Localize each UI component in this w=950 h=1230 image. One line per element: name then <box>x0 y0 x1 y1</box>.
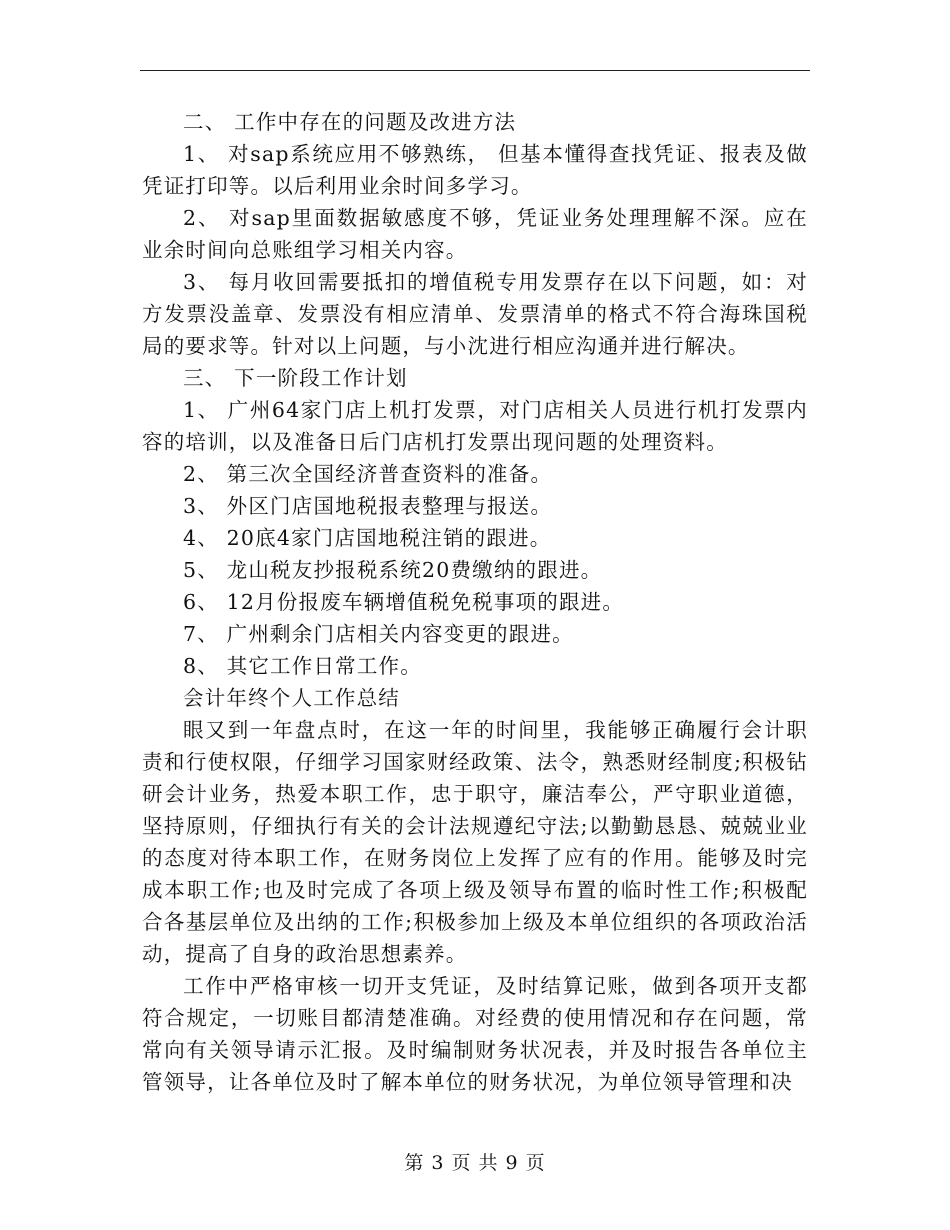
header-rule <box>140 70 810 71</box>
section-heading-problems: 二、 工作中存在的问题及改进方法 <box>183 110 517 134</box>
paragraph: 1、 对sap系统应用不够熟练， 但基本懂得查找凭证、报表及做凭证打印等。以后利用业余时间多学习。 <box>142 142 808 198</box>
list-item: 5、 龙山税友抄报税系统20费缴纳的跟进。 <box>183 558 603 582</box>
list-item: 4、 20底4家门店国地税注销的跟进。 <box>183 526 552 550</box>
paragraph: 眼又到一年盘点时，在这一年的时间里，我能够正确履行会计职责和行使权限，仔细学习国家财经政策、法令，熟悉财经制度;积极钻研会计业务，热爱本职工作，忠于职守，廉洁奉公，严守职业道德，坚持原则，仔细执行有关的会计法规遵纪守法;以勤勤恳恳、兢兢业业的态度对待本职工作，在财务岗位上发挥了应有的作用。能够及时完成本职工作;也及时完成了各项上级及领导布置的临时性工作;积极配合各基层单位及出纳的工作;积极参加上级及本单位组织的各项政治活动，提高了自身的政治思想素养。 <box>142 718 808 966</box>
paragraph: 工作中严格审核一切开支凭证，及时结算记账，做到各项开支都符合规定，一切账目都清楚准确。对经费的使用情况和存在问题，常常向有关领导请示汇报。及时编制财务状况表，并及时报告各单位主管领导，让各单位及时了解本单位的财务状况，为单位领导管理和决 <box>142 974 808 1094</box>
list-item: 3、 外区门店国地税报表整理与报送。 <box>183 494 553 518</box>
paragraph: 3、 每月收回需要抵扣的增值税专用发票存在以下问题，如：对方发票没盖章、发票没有相应清单、发票清单的格式不符合海珠国税局的要求等。针对以上问题，与小沈进行相应沟通并进行解决。 <box>142 270 808 358</box>
paragraph: 1、 广州64家门店上机打发票，对门店相关人员进行机打发票内容的培训，以及准备日后门店机打发票出现问题的处理资料。 <box>142 398 808 454</box>
page-number-footer: 第 3 页 共 9 页 <box>404 1152 546 1174</box>
section-heading-next-plan: 三、 下一阶段工作计划 <box>183 366 408 390</box>
document-body <box>142 106 808 1098</box>
list-item: 6、 12月份报废车辆增值税免税事项的跟进。 <box>183 590 625 614</box>
list-item: 7、 广州剩余门店相关内容变更的跟进。 <box>183 622 574 646</box>
paragraph: 2、 对sap里面数据敏感度不够，凭证业务处理理解不深。应在业余时间向总账组学习相关内容。 <box>142 206 808 262</box>
document-title: 会计年终个人工作总结 <box>183 686 400 710</box>
list-item: 2、 第三次全国经济普查资料的准备。 <box>183 462 553 486</box>
list-item: 8、 其它工作日常工作。 <box>183 654 422 678</box>
